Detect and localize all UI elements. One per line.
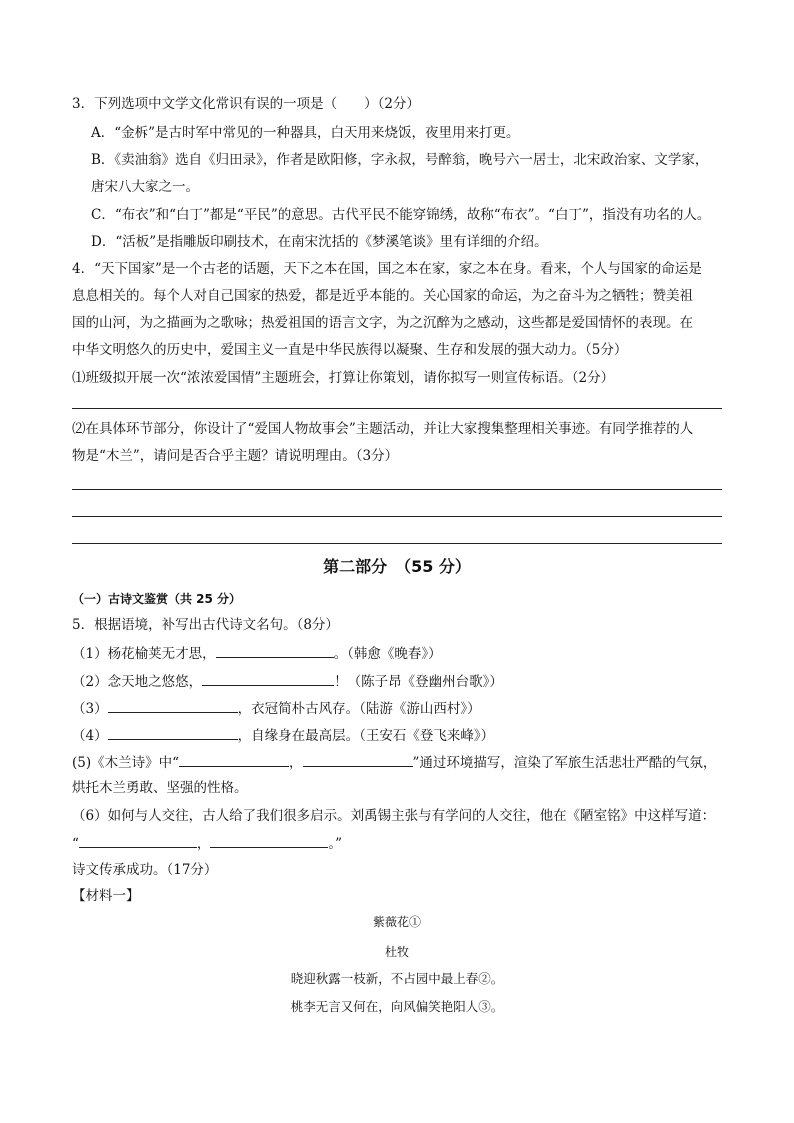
material-label: 【材料一】 — [72, 888, 140, 904]
q4-part1: ⑴班级拟开展一次“浓浓爱国情”主题班会，打算让你策划，请你拟写一则宣传标语。（2分） — [72, 370, 615, 386]
q3-option-c: C．“布衣”和“白丁”都是“平民”的意思。古代平民不能穿锦绣，故称“布衣”。“白丁”，指没有功名的人。 — [91, 207, 711, 223]
poem-author: 杜牧 — [384, 945, 409, 959]
fill-blank[interactable] — [202, 671, 334, 686]
q5-item5-line2: 烘托木兰勇敢、坚强的性格。 — [72, 780, 248, 796]
q3-option-a: A．“金柝”是古时军中常见的一种器具，白天用来烧饭，夜里用来打更。 — [91, 125, 520, 141]
fill-blank[interactable] — [303, 752, 413, 767]
q5-item4-prefix: （4） — [72, 728, 108, 744]
q5-item6-line2 — [72, 833, 342, 854]
q4-stem-line4: 中华文明悠久的历史中，爱国主义一直是中华民族得以凝聚、生存和发展的强大动力。（5分） — [72, 342, 628, 358]
fill-blank[interactable] — [108, 725, 238, 740]
fill-blank[interactable] — [179, 752, 289, 767]
part2-title: 第二部分 （55 分） — [323, 557, 471, 576]
q5-item5-prefix: (5)《木兰诗》中“ — [72, 755, 180, 771]
poetry-intro: 诗文传承成功。（17分） — [72, 862, 218, 878]
q4-part2-line2: 物是“木兰”，请问是否合乎主题？请说明理由。（3分） — [72, 448, 399, 464]
q5-item2 — [72, 671, 503, 692]
poem-title: 紫薇花① — [372, 915, 421, 929]
q3-option-b-line1: B．《卖油翁》选自《归田录》，作者是欧阳修，字永叔，号醉翁，晚号六一居士，北宋政治家、文学家， — [91, 152, 709, 168]
fill-blank[interactable] — [210, 833, 328, 848]
q5-item5-comma: ， — [289, 755, 303, 771]
q5-item5 — [72, 752, 716, 773]
q3-option-b-line2: 唐宋八大家之一。 — [91, 179, 199, 195]
q4-stem-line2: 息息相关的。每个人对自己国家的热爱，都是近乎本能的。关心国家的命运，为之奋斗为之牺牲；赞美祖 — [72, 288, 693, 304]
fill-blank[interactable] — [216, 643, 334, 658]
q5-item3-suffix: ，衣冠简朴古风存。（陆游《游山西村》） — [237, 701, 481, 717]
q5-item3-prefix: （3） — [72, 701, 108, 717]
answer-line[interactable] — [72, 516, 722, 517]
answer-line[interactable] — [72, 408, 722, 409]
q5-item4-suffix: ，自缘身在最高层。（王安石《登飞来峰》） — [237, 728, 495, 744]
q5-item3 — [72, 698, 481, 719]
q5-item1-suffix: 。（韩愈《晚春》） — [333, 646, 442, 662]
q5-item2-suffix: ！（陈子昂《登幽州台歌》） — [334, 674, 503, 690]
q5-item1 — [72, 643, 442, 664]
q5-item6-line1: （6）如何与人交往，古人给了我们很多启示。刘禹锡主张与有学问的人交往，他在《陋室铭》中这样写道： — [72, 808, 716, 824]
q3-stem: 3．下列选项中文学文化常识有误的一项是（ ）（2分） — [72, 96, 420, 112]
q5-item6-comma: ， — [196, 836, 211, 852]
fill-blank[interactable] — [108, 698, 238, 713]
q4-stem-line3: 国的山河，为之描画为之歌咏；热爱祖国的语言文字，为之沉醉为之感动，这些都是爱国情怀的表现。在 — [72, 315, 693, 331]
q5-item1-prefix: （1）杨花榆荚无才思， — [72, 646, 216, 662]
q3-option-d: D．“活板”是指雕版印刷技术，在南宋沈括的《梦溪笔谈》里有详细的介绍。 — [91, 234, 548, 250]
fill-blank[interactable] — [79, 833, 197, 848]
poem-line2: 桃李无言又何在，向风偏笑艳阳人③。 — [290, 999, 504, 1014]
answer-line[interactable] — [72, 543, 722, 544]
open-quote: “ — [72, 836, 79, 852]
section-heading: （一）古诗文鉴赏（共 25 分） — [72, 592, 242, 606]
q5-item4 — [72, 725, 494, 746]
q4-stem-line1: 4．“天下国家”是一个古老的话题，天下之本在国，国之本在家，家之本在身。看来，个人与国家的命运是 — [72, 261, 702, 277]
q5-item2-prefix: （2）念天地之悠悠， — [72, 674, 203, 690]
answer-line[interactable] — [72, 489, 722, 490]
poem-line1: 晓迎秋露一枝新，不占园中最上春②。 — [290, 971, 504, 986]
q4-part2-line1: ⑵在具体环节部分，你设计了“爱国人物故事会”主题活动，并让大家搜集整理相关事迹。有同学推荐的人 — [72, 421, 694, 437]
q5-item5-suffix: ”通过环境描写，渲染了军旅生活悲壮严酷的气氛， — [412, 755, 717, 771]
q5-item6-suffix: 。” — [328, 836, 343, 852]
q5-stem: 5．根据语境，补写出古代诗文名句。（8分） — [72, 617, 339, 633]
